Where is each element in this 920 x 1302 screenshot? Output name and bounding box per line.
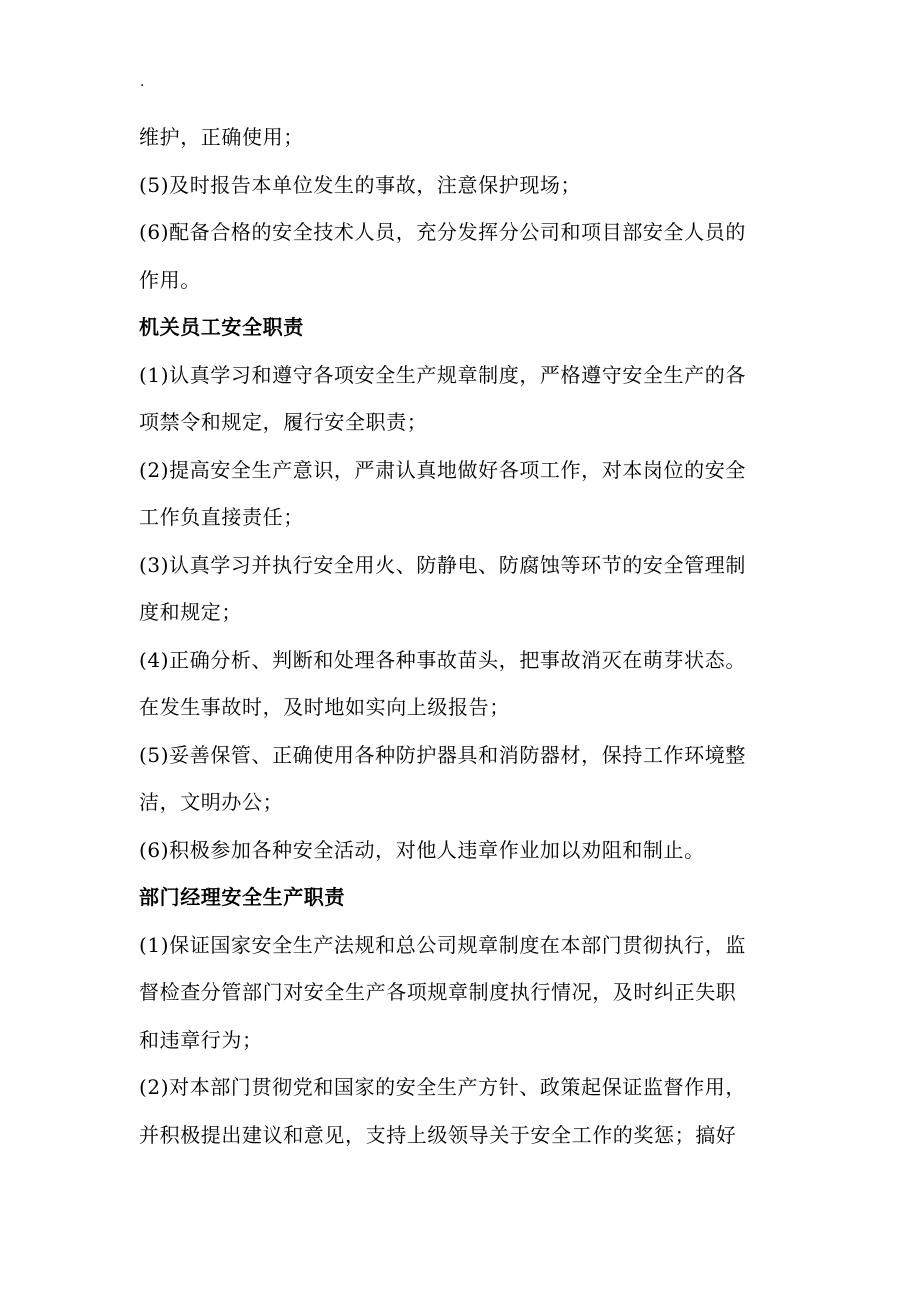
text-line: (5)妥善保管、正确使用各种防护器具和消防器材，保持工作环境整: [139, 742, 746, 767]
text-line: (1)认真学习和遵守各项安全生产规章制度，严格遵守安全生产的各: [139, 362, 746, 387]
text-line: 度和规定；: [139, 600, 242, 624]
text-line: 作用。: [139, 267, 201, 292]
section-heading: 机关员工安全职责: [139, 315, 304, 339]
section-heading: 部门经理安全生产职责: [139, 885, 345, 909]
text-line: 维护，正确使用；: [139, 125, 304, 149]
text-line: (2)提高安全生产意识，严肃认真地做好各项工作，对本岗位的安全: [139, 457, 746, 482]
text-line: (3)认真学习并执行安全用火、防静电、防腐蚀等环节的安全管理制: [139, 552, 746, 577]
text-line: 工作负直接责任；: [139, 505, 304, 529]
text-line: (4)正确分析、判断和处理各种事故苗头，把事故消灭在萌芽状态。: [139, 647, 746, 672]
page-dot-marker: .: [140, 74, 145, 90]
text-line: (6)配备合格的安全技术人员，充分发挥分公司和项目部安全人员的: [139, 220, 746, 244]
text-line: (2)对本部门贯彻党和国家的安全生产方针、政策起保证监督作用，: [139, 1075, 746, 1099]
text-line: 洁，文明办公；: [139, 790, 284, 814]
text-line: (5)及时报告本单位发生的事故，注意保护现场；: [139, 172, 582, 197]
text-line: 和违章行为；: [139, 1027, 263, 1052]
text-line: (1)保证国家安全生产法规和总公司规章制度在本部门贯彻执行，监: [139, 932, 746, 957]
text-line: (6)积极参加各种安全活动，对他人违章作业加以劝阻和制止。: [139, 837, 705, 862]
document-body: [139, 114, 779, 1159]
text-line: 在发生事故时，及时地如实向上级报告；: [139, 695, 510, 719]
text-line: 督检查分管部门对安全生产各项规章制度执行情况，及时纠正失职: [139, 980, 737, 1004]
text-line: 项禁令和规定，履行安全职责；: [139, 410, 428, 434]
text-line: 并积极提出建议和意见，支持上级领导关于安全工作的奖惩；搞好: [139, 1122, 737, 1147]
